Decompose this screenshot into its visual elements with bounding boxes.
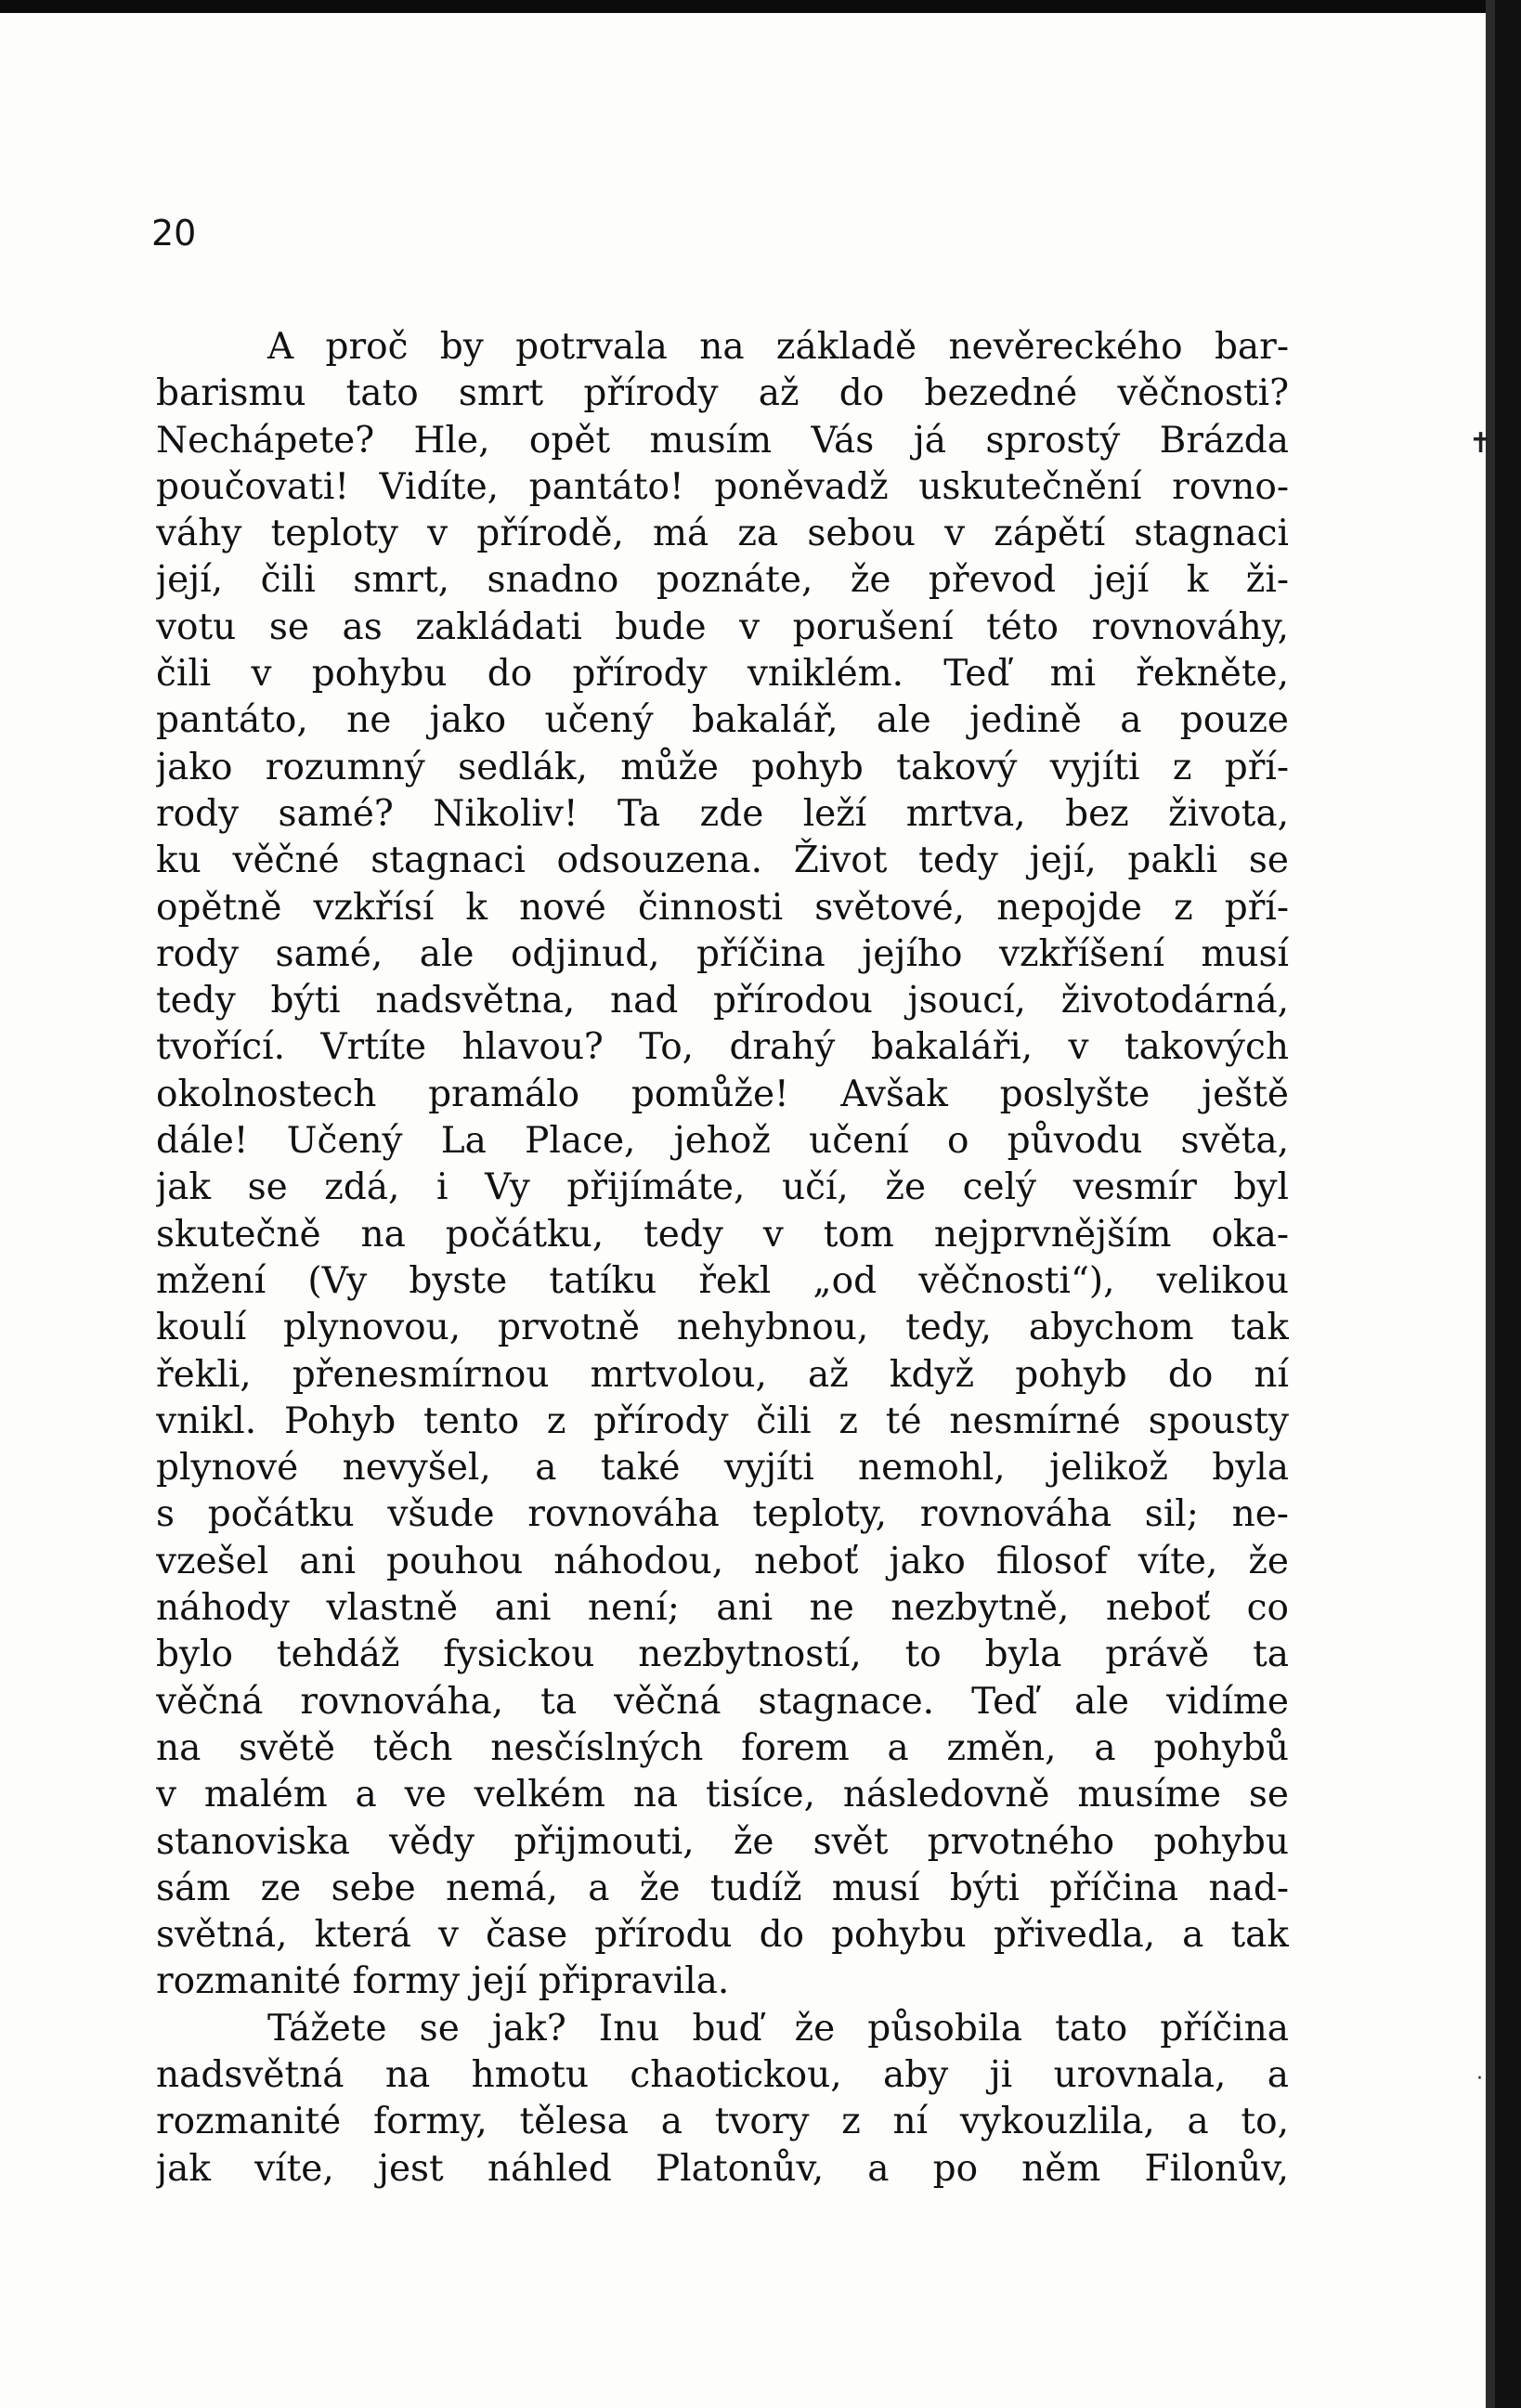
text-line: řekli, přenesmírnou mrtvolou, až když pohyb do ní: [156, 1353, 1289, 1396]
book-page: [0, 13, 1486, 2408]
text-line: v malém a ve velkém na tisíce, následovně musíme se: [156, 1774, 1289, 1816]
text-line: Tážete se jak? Inu buď že působila tato příčina: [267, 2007, 1289, 2050]
text-line: na světě těch nesčíslných forem a změn, a pohybů: [156, 1726, 1289, 1769]
text-line: čili v pohybu do přírody vniklém. Teď mi řekněte,: [156, 653, 1289, 696]
text-line: tedy býti nadsvětna, nad přírodou jsoucí, životodárná,: [156, 980, 1289, 1022]
text-line: váhy teploty v přírodě, má za sebou v zápětí stagnaci: [156, 513, 1289, 555]
text-line: mžení (Vy byste tatíku řekl „od věčnosti“), velikou: [156, 1259, 1289, 1302]
text-line: barismu tato smrt přírody až do bezedné věčnosti?: [156, 372, 1289, 415]
text-line: A proč by potrvala na základě nevěreckého bar-: [267, 326, 1289, 368]
text-line: dále! Učený La Place, jehož učení o původu světa,: [156, 1120, 1289, 1163]
scan-top-border: [0, 0, 1521, 13]
scan-binding-shadow: [1486, 0, 1495, 2408]
text-line: s počátku všude rovnováha teploty, rovnováha sil; ne-: [156, 1493, 1289, 1536]
text-line: světná, která v čase přírodu do pohybu přivedla, a tak: [156, 1914, 1289, 1957]
body-text: [156, 324, 1289, 2193]
text-line: Nechápete? Hle, opět musím Vás já sprostý Brázda: [156, 419, 1289, 462]
text-line: tvořící. Vrtíte hlavou? To, drahý bakaláři, v takových: [156, 1026, 1289, 1069]
text-line: skutečně na počátku, tedy v tom nejprvnějším oka-: [156, 1213, 1289, 1256]
scan-right-border: [1495, 0, 1521, 2408]
text-line: rozmanité formy její připravila.: [156, 1960, 730, 2003]
text-line: rozmanité formy, tělesa a tvory z ní vykouzlila, a to,: [156, 2101, 1289, 2143]
text-line: věčná rovnováha, ta věčná stagnace. Teď ale vidíme: [156, 1680, 1289, 1723]
text-line: opětně vzkřísí k nové činnosti světové, nepojde z pří-: [156, 886, 1289, 929]
margin-dot-icon: ·: [1476, 2067, 1483, 2090]
margin-mark-icon: ✝: [1469, 427, 1493, 460]
text-line: ku věčné stagnaci odsouzena. Život tedy její, pakli se: [156, 840, 1289, 882]
text-line: poučovati! Vidíte, pantáto! poněvadž uskutečnění rovno-: [156, 465, 1289, 508]
text-line: jako rozumný sedlák, může pohyb takový vyjíti z pří-: [156, 746, 1289, 788]
text-line: plynové nevyšel, a také vyjíti nemohl, jelikož byla: [156, 1447, 1289, 1490]
page-number: 20: [151, 213, 197, 254]
text-line: bylo tehdáž fysickou nezbytností, to byla právě ta: [156, 1634, 1289, 1676]
text-line: jak víte, jest náhled Platonův, a po něm Filonův,: [156, 2147, 1289, 2190]
text-line: stanoviska vědy přijmouti, že svět prvotného pohybu: [156, 1820, 1289, 1863]
text-line: rody samé? Nikoliv! Ta zde leží mrtva, bez života,: [156, 792, 1289, 835]
text-line: koulí plynovou, prvotně nehybnou, tedy, abychom tak: [156, 1307, 1289, 1349]
text-line: rody samé, ale odjinud, příčina jejího vzkříšení musí: [156, 932, 1289, 975]
text-line: její, čili smrt, snadno poznáte, že převod její k ži-: [156, 559, 1289, 602]
text-line: nadsvětná na hmotu chaotickou, aby ji urovnala, a: [156, 2053, 1289, 2096]
text-line: pantáto, ne jako učený bakalář, ale jedině a pouze: [156, 699, 1289, 742]
text-line: votu se as zakládati bude v porušení této rovnováhy,: [156, 605, 1289, 648]
text-line: vzešel ani pouhou náhodou, neboť jako filosof víte, že: [156, 1540, 1289, 1582]
text-line: sám ze sebe nemá, a že tudíž musí býti příčina nad-: [156, 1867, 1289, 1909]
text-line: vnikl. Pohyb tento z přírody čili z té nesmírné spousty: [156, 1399, 1289, 1442]
text-line: náhody vlastně ani není; ani ne nezbytně, neboť co: [156, 1587, 1289, 1630]
text-line: jak se zdá, i Vy přijímáte, učí, že celý vesmír byl: [156, 1166, 1289, 1209]
text-line: okolnostech pramálo pomůže! Avšak poslyšte ještě: [156, 1073, 1289, 1115]
